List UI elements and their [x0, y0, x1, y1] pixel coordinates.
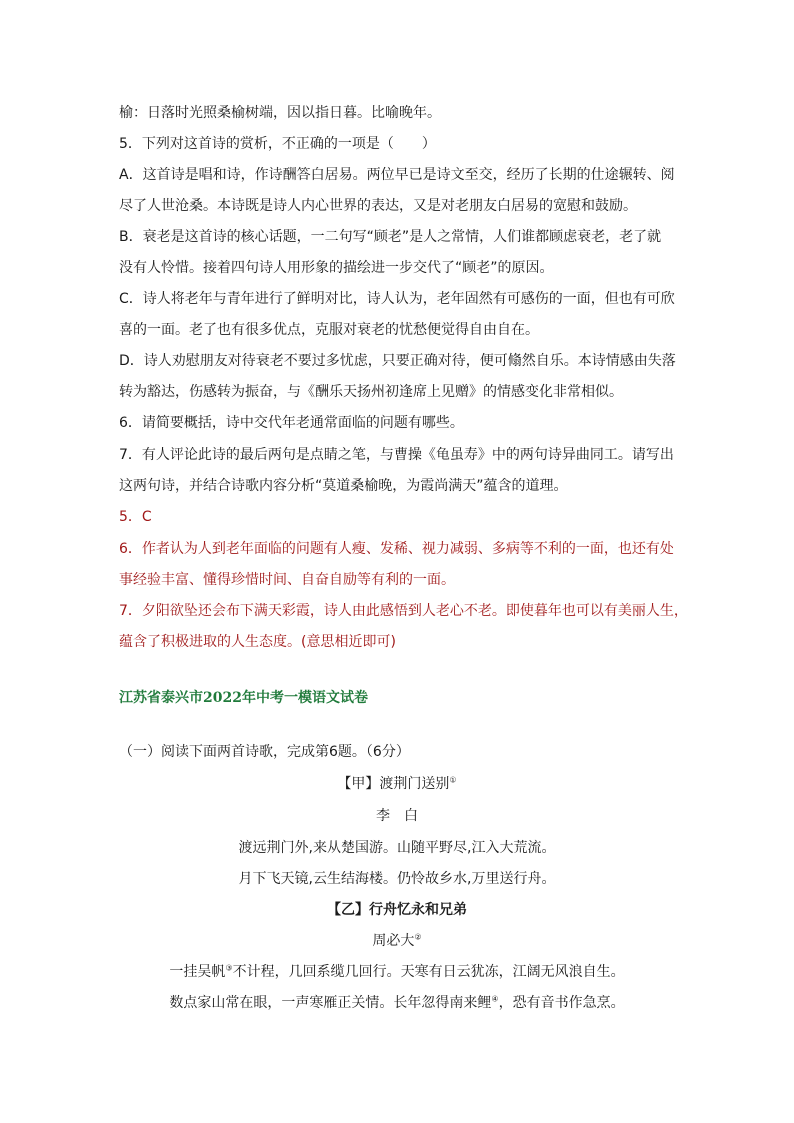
q5-option-c-line1: C．诗人将老年与青年进行了鲜明对比，诗人认为，老年固然有可感伤的一面，但也有可欣 [119, 291, 675, 307]
answer-6-line2: 事经验丰富、懂得珍惜时间、自奋自励等有利的一面。 [119, 572, 455, 588]
poem2-line2-part-b: ，恐有音书作急烹。 [498, 995, 625, 1011]
poem2-line1-part-b: 不计程，几回系缆几回行。天寒有日云犹冻，江阔无风浪自生。 [232, 964, 625, 980]
q7-line1: 7．有人评论此诗的最后两句是点睛之笔，与曹操《龟虽寿》中的两句诗异曲同工。请写出 [119, 447, 674, 463]
section-title: 江苏省泰兴市2022年中考一模语文试卷 [119, 690, 368, 706]
answer-7-line2: 蕴含了积极进取的人生态度。(意思相近即可) [119, 634, 396, 650]
poem1-line2: 月下飞天镜,云生结海楼。仍怜故乡水,万里送行舟。 [238, 871, 556, 887]
gloss-text: 榆：日落时光照桑榆树端，因以指日暮。比喻晚年。 [119, 105, 441, 121]
poem2-line2 [0, 993, 794, 1013]
poem2-line1 [0, 962, 794, 982]
poem2-author [0, 931, 794, 951]
poem1-author: 李 白 [376, 808, 418, 824]
q5-option-c-line2: 喜的一面。老了也有很多优点，克服对衰老的忧愁便觉得自由自在。 [119, 322, 539, 338]
poem2-title: 【乙】行舟忆永和兄弟 [327, 902, 467, 918]
footnote-mark-1: ① [449, 775, 457, 785]
poem1-line1: 渡远荆门外,来从楚国游。山随平野尽,江入大荒流。 [238, 840, 556, 856]
answer-6-line1: 6．作者认为人到老年面临的问题有人瘦、发稀、视力减弱、多病等不利的一面，也还有处 [119, 541, 674, 557]
footnote-mark-2: ② [414, 932, 422, 942]
poem2-author-text: 周必大 [372, 933, 415, 949]
section-intro: （一）阅读下面两首诗歌，完成第6题。（6分） [119, 744, 410, 760]
q5-option-a-line1: A．这首诗是唱和诗，作诗酬答白居易。两位早已是诗文至交，经历了长期的仕途辗转、阅 [119, 167, 675, 183]
q5-option-b-line1: B．衰老是这首诗的核心话题，一二句写“顾老”是人之常情，人们谁都顾虑衰老，老了就 [119, 229, 662, 245]
q5-option-b-line2: 没有人怜惜。接着四句诗人用形象的描绘进一步交代了“顾老”的原因。 [119, 260, 554, 276]
q5-stem: 5．下列对这首诗的赏析，不正确的一项是（ ） [119, 136, 436, 152]
poem1-title-text: 【甲】渡荆门送别 [337, 776, 450, 792]
q5-option-a-line2: 尽了人世沧桑。本诗既是诗人内心世界的表达，又是对老朋友白居易的宽慰和鼓励。 [119, 198, 637, 214]
answer-5: 5．C [119, 509, 152, 525]
q7-line2: 这两句诗，并结合诗歌内容分析“莫道桑榆晚，为霞尚满天”蕴含的道理。 [119, 478, 568, 494]
poem2-line1-part-a: 一挂吴帆 [169, 964, 226, 980]
footnote-mark-4: ④ [491, 994, 499, 1004]
q5-option-d-line2: 转为豁达，伤感转为振奋，与《酬乐天扬州初逢席上见赠》的情感变化非常相似。 [119, 384, 623, 400]
footnote-mark-3: ③ [225, 963, 233, 973]
answer-7-line1: 7．夕阳欲坠还会布下满天彩霞，诗人由此感悟到人老心不老。即使暮年也可以有美丽人生， [119, 603, 688, 619]
q5-option-d-line1: D．诗人劝慰朋友对待衰老不要过多忧虑，只要正确对待，便可翛然自乐。本诗情感由失落 [119, 353, 676, 369]
poem1-title [0, 774, 794, 794]
q6-text: 6．请简要概括，诗中交代年老通常面临的问题有哪些。 [119, 415, 464, 431]
poem2-line2-part-a: 数点家山常在眼，一声寒雁正关情。长年忽得南来鲤 [169, 995, 492, 1011]
